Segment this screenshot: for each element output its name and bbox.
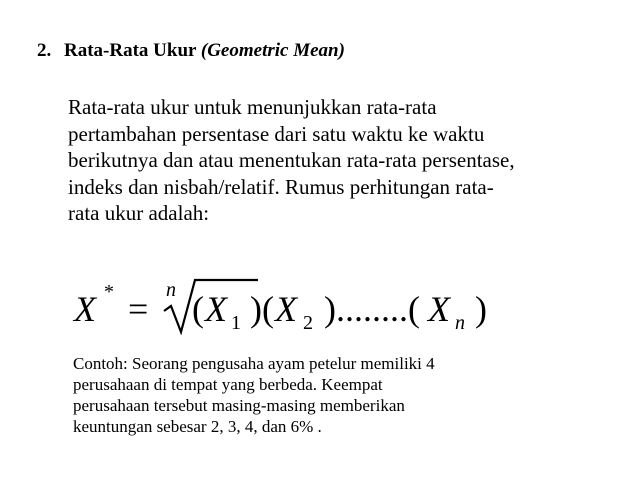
formula-close-paren: ) <box>475 289 487 329</box>
formula-lhs: X <box>74 289 96 329</box>
paragraph-line: berikutnya dan atau menentukan rata-rata persentase, <box>68 148 515 172</box>
formula-subn: n <box>455 312 465 334</box>
formula-sub1: 1 <box>231 312 241 334</box>
paragraph-line: indeks dan nisbah/relatif. Rumus perhitungan rata- <box>68 174 494 199</box>
formula-dots: )........( <box>324 289 420 329</box>
formula-open-paren: ( <box>192 289 204 329</box>
section-title: Rata-Rata Ukur <box>64 40 197 61</box>
paragraph-line: pertambahan persentase dari satu waktu ke waktu <box>68 121 485 146</box>
geometric-mean-formula <box>74 278 514 348</box>
example-line: keuntungan sebesar 2, 3, 4, dan 6% . <box>73 417 322 436</box>
example-line: Contoh: Seorang pengusaha ayam petelur memiliki 4 <box>73 354 435 373</box>
formula-root-index: n <box>166 279 176 301</box>
formula-x2: X <box>275 289 297 329</box>
section-number: 2. <box>37 40 52 61</box>
section-subtitle: (Geometric Mean) <box>200 40 345 61</box>
example-line: perusahaan di tempat yang berbeda. Keempat <box>73 375 383 394</box>
paragraph-line: rata ukur adalah: <box>68 201 210 225</box>
formula-equals: = <box>128 289 149 329</box>
formula-sub2: 2 <box>303 312 313 334</box>
section-heading <box>37 40 345 62</box>
formula-x1: X <box>205 289 227 329</box>
description-paragraph <box>68 94 628 227</box>
formula-star: * <box>104 281 114 303</box>
formula-close-open-paren: )( <box>250 289 274 329</box>
example-line: perusahaan tersebut masing-masing memberikan <box>73 396 405 415</box>
formula-xn: X <box>428 289 450 329</box>
example-paragraph <box>73 353 613 437</box>
paragraph-line: Rata-rata ukur untuk menunjukkan rata-rata <box>68 95 437 119</box>
